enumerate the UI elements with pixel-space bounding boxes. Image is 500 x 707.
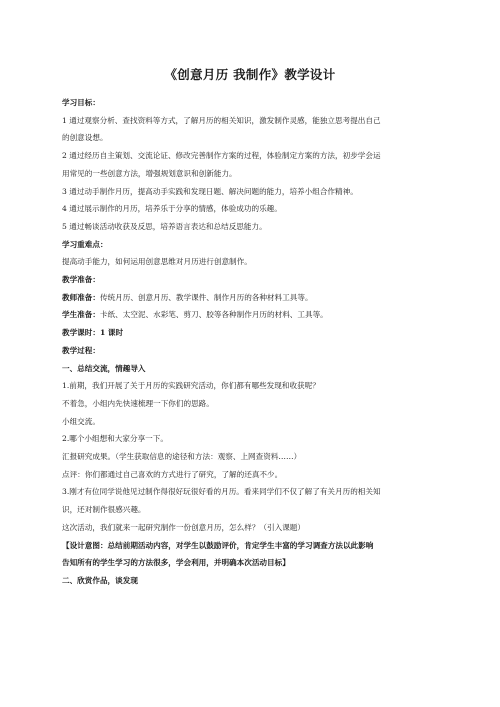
body-line: 用常见的一些创意方法，增强规划意识和创新能力。 (62, 168, 237, 178)
body-line: 2 通过经历自主策划、交流论证、修改完善制作方案的过程，体验制定方案的方法，初步学会运 (62, 151, 381, 161)
body-line: 1.前期，我们开展了关于月历的实践研究活动，你们都有哪些发现和收获呢？ (62, 381, 320, 391)
line-rest: 卡纸、太空泥、水彩笔、剪刀、胶等各种制作月历的材料、工具等。 (99, 310, 328, 320)
body-line: 5 通过畅谈活动收获及反思，培养语言表达和总结反思能力。 (62, 221, 267, 231)
body-line: 3.刚才有位同学说他见过制作得很好玩很好看的月历。看来同学们不仅了解了有关月历的相关知 (62, 487, 381, 497)
section-heading: 一、总结交流，情趣导入 (62, 363, 146, 373)
document-body (62, 94, 438, 590)
section-heading: 学习目标： (62, 98, 100, 107)
body-line: 不着急，小组内先快速梳理一下你们的思路。 (62, 398, 214, 408)
section-heading: 教学课时：1 课时 (62, 328, 124, 338)
line-rest: 传统月历、创意月历、教学课件、制作月历的各种材料工具等。 (99, 292, 313, 302)
line-lead: 学生准备： (62, 310, 100, 320)
body-line (62, 289, 438, 307)
body-line: 点评：你们都通过自己喜欢的方式进行了研究，了解的还真不少。 (62, 469, 283, 479)
body-line: 3 通过动手制作月历，提高动手实践和发现日题、解决问题的能力，培养小组合作精神。 (62, 186, 358, 196)
section-heading: 教学准备： (62, 275, 100, 285)
section-heading: 学习重难点： (62, 239, 108, 249)
body-line: 识，还对制作很感兴趣。 (62, 505, 146, 515)
section-heading: 告知所有的学生学习的方法很多，学会利用，并明确本次活动目标】 (62, 558, 290, 568)
body-line: 的创意设想。 (62, 133, 108, 143)
section-heading: 【设计意图：总结前期活动内容，对学生以鼓励评价，肯定学生丰富的学习调查方法以此影响 (62, 540, 374, 550)
body-line: 4 通过展示制作的月历，培养乐于分享的情感，体验成功的乐趣。 (62, 204, 282, 214)
body-line: 提高动手能力，如何运用创意思维对月历进行创意制作。 (62, 257, 252, 267)
section-heading: 二、欣赏作品，谈发现 (62, 575, 138, 585)
document-title: 《创意月历 我制作》教学设计 (164, 67, 336, 82)
section-heading: 教学过程： (62, 345, 100, 355)
body-line: 这次活动，我们就来一起研究制作一份创意月历，怎么样？（引入课题） (62, 522, 305, 532)
line-lead: 教师准备： (62, 292, 100, 302)
body-line: 小组交流。 (62, 416, 100, 426)
body-line: 2.哪个小组想和大家分享一下。 (62, 434, 168, 444)
body-line: 1 通过观察分析、查找资料等方式，了解月历的相关知识，激发制作灵感，能独立思考提出自己 (62, 115, 381, 125)
body-line (62, 306, 438, 324)
body-line: 汇报研究成果。（学生获取信息的途径和方法：观察、上网查资料……） (62, 452, 302, 462)
